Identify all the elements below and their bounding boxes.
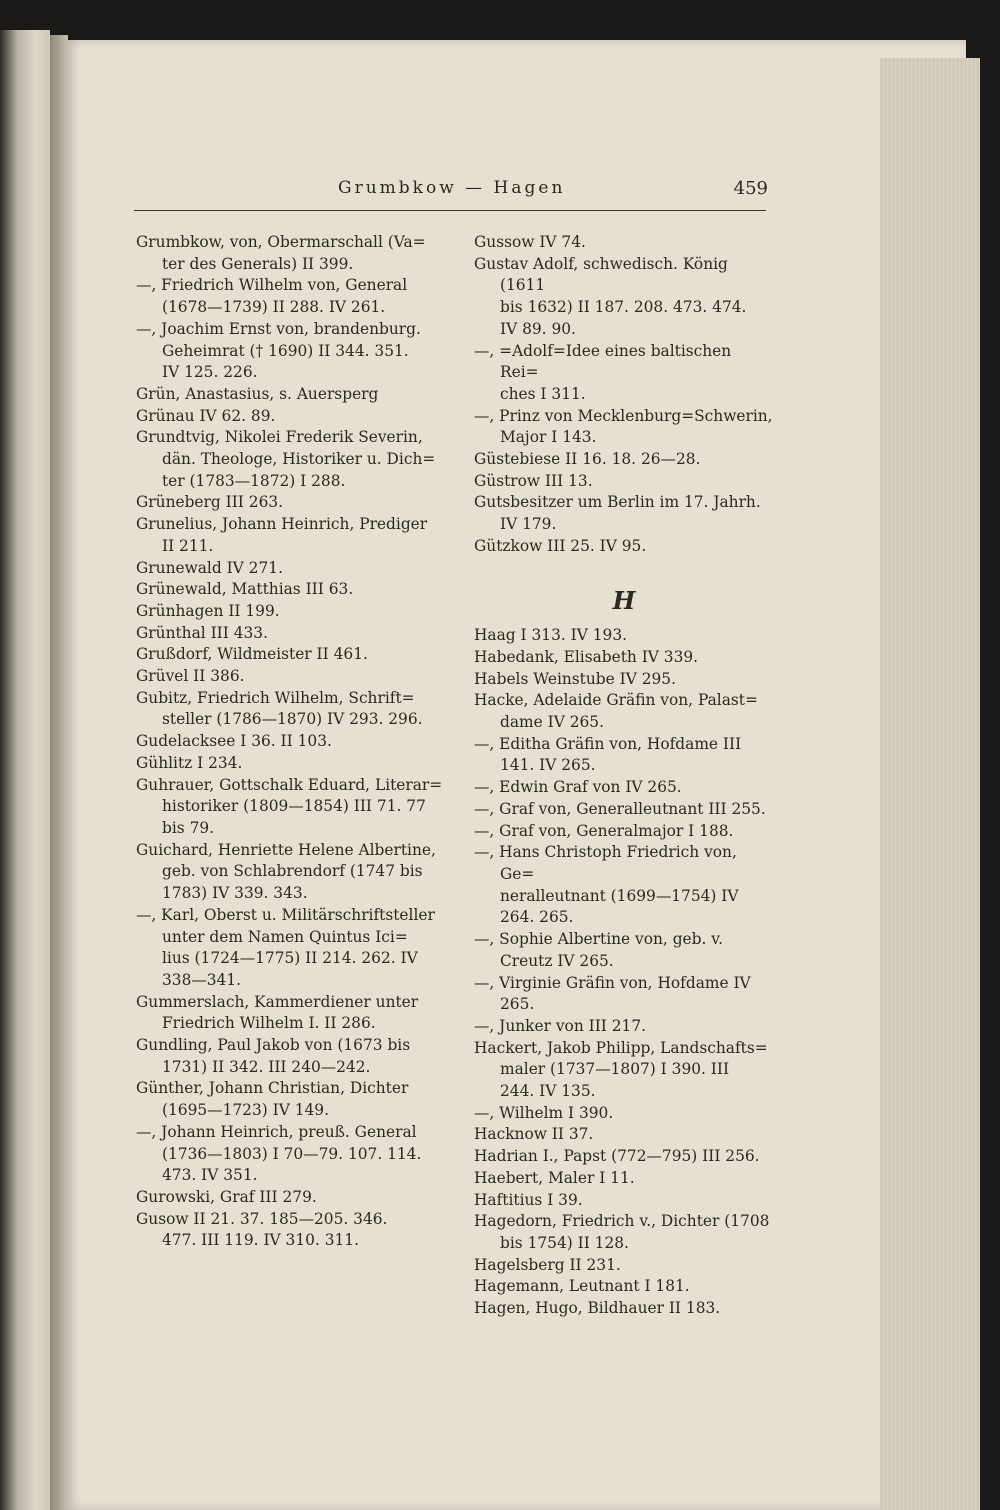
index-entry: Grünthal III 433. [136, 623, 268, 642]
index-entry: Grünhagen II 199. [136, 601, 280, 620]
index-entry: —, Junker von III 217. [474, 1016, 647, 1035]
index-entry: Günther, Johann Christian, Dichter (1695—1723) IV 149. [136, 1079, 409, 1120]
index-column-left [136, 232, 458, 1252]
index-entry: Güstrow III 13. [474, 471, 593, 490]
index-entry: Grundtvig, Nikolei Frederik Severin, dän. Theologe, Historiker u. Dich= ter (1783—1872) I 288. [136, 428, 436, 490]
index-entry: Haag I 313. IV 193. [474, 626, 628, 645]
index-entry: Gudelacksee I 36. II 103. [136, 732, 332, 751]
index-entry: —, Wilhelm I 390. [474, 1103, 614, 1122]
index-entry: —, Hans Christoph Friedrich von, Ge= neralleutnant (1699—1754) IV 264. 265. [474, 843, 739, 927]
index-entry: Grüvel II 386. [136, 667, 245, 686]
index-entry: Grumbkow, von, Obermarschall (Va= ter des Generals) II 399. [136, 233, 426, 273]
index-entry: —, Sophie Albertine von, geb. v. Creutz IV 265. [474, 930, 724, 970]
section-letter-heading: H [612, 585, 636, 615]
index-entry: Güstebiese II 16. 18. 26—28. [474, 450, 701, 469]
index-entry: Grünau IV 62. 89. [136, 406, 276, 425]
index-entry: —, =Adolf=Idee eines baltischen Rei= ches I 311. [474, 341, 732, 403]
index-entry: Hagemann, Leutnant I 181. [474, 1277, 690, 1296]
index-entry: Gundling, Paul Jakob von (1673 bis 1731) II 342. III 240—242. [136, 1036, 411, 1076]
index-entry: Gützkow III 25. IV 95. [474, 536, 647, 555]
index-entry: Hagedorn, Friedrich v., Dichter (1708 bis 1754) II 128. [474, 1212, 770, 1252]
index-entry: —, Virginie Gräfin von, Hofdame IV 265. [474, 973, 751, 1014]
page-number: 459 [733, 178, 768, 199]
index-entry: Grunelius, Johann Heinrich, Prediger II 211. [136, 515, 428, 555]
index-entry: Hagelsberg II 231. [474, 1255, 621, 1274]
index-entry: —, Graf von, Generalmajor I 188. [474, 821, 734, 840]
index-entry: —, Karl, Oberst u. Militärschriftsteller unter dem Namen Quintus Ici= lius (1724—1775) II 214. 262. IV 338—341. [136, 905, 435, 989]
index-entry: Guichard, Henriette Helene Albertine, geb. von Schlabrendorf (1747 bis 1783) IV 339. 343. [136, 840, 436, 903]
index-entry: Gussow IV 74. [474, 233, 586, 251]
index-entry: Grußdorf, Wildmeister II 461. [136, 645, 368, 664]
left-page-edge [0, 30, 50, 1510]
index-entry: Hadrian I., Papst (772—795) III 256. [474, 1147, 760, 1166]
index-entry: —, Prinz von Mecklenburg=Schwerin, Major I 143. [474, 406, 773, 447]
index-entry: Gummerslach, Kammerdiener unter Friedrich Wilhelm I. II 286. [136, 992, 419, 1033]
index-entry: Grüneberg III 263. [136, 493, 284, 512]
index-entry: Grün, Anastasius, s. Auersperg [136, 384, 379, 403]
index-entry: Gustav Adolf, schwedisch. König (1611 bis 1632) II 187. 208. 473. 474. IV 89. 90. [474, 254, 747, 338]
page-header [338, 178, 768, 208]
index-entry: Haebert, Maler I 11. [474, 1168, 635, 1187]
index-entry: Grünewald, Matthias III 63. [136, 580, 354, 599]
running-head: Grumbkow — Hagen [338, 178, 566, 198]
index-entry: —, Graf von, Generalleutnant III 255. [474, 799, 766, 818]
index-entry: —, Johann Heinrich, preuß. General (1736—1803) I 70—79. 107. 114. 473. IV 351. [136, 1122, 422, 1185]
index-entry: Hacknow II 37. [474, 1125, 594, 1144]
index-entry: Gurowski, Graf III 279. [136, 1187, 317, 1206]
header-rule [134, 210, 766, 211]
index-entry: —, Joachim Ernst von, brandenburg. Geheimrat († 1690) II 344. 351. IV 125. 226. [136, 319, 421, 382]
index-entry: Gusow II 21. 37. 185—205. 346. 477. III 119. IV 310. 311. [136, 1209, 388, 1250]
index-entry: Habedank, Elisabeth IV 339. [474, 647, 699, 666]
index-entry: —, Edwin Graf von IV 265. [474, 778, 682, 797]
index-entry: Habels Weinstube IV 295. [474, 669, 676, 688]
index-entry: Guhrauer, Gottschalk Eduard, Literar= historiker (1809—1854) III 71. 77 bis 79. [136, 775, 443, 837]
index-entry: Haftitius I 39. [474, 1190, 583, 1209]
index-entry: Hacke, Adelaide Gräfin von, Palast= dame IV 265. [474, 691, 758, 732]
index-entry: Hagen, Hugo, Bildhauer II 183. [474, 1299, 721, 1318]
index-entry: Gubitz, Friedrich Wilhelm, Schrift= steller (1786—1870) IV 293. 296. [136, 688, 423, 729]
index-entry: Gühlitz I 234. [136, 753, 243, 772]
index-entry: Grunewald IV 271. [136, 558, 283, 577]
index-entry: —, Editha Gräfin von, Hofdame III 141. IV 265. [474, 734, 742, 775]
index-entry: —, Friedrich Wilhelm von, General (1678—1739) II 288. IV 261. [136, 276, 408, 317]
index-column-right [474, 232, 774, 1320]
index-entry: Hackert, Jakob Philipp, Landschafts= maler (1737—1807) I 390. III 244. IV 135. [474, 1038, 768, 1101]
page-stack-edge [880, 58, 980, 1510]
index-entry: Gutsbesitzer um Berlin im 17. Jahrh. IV 179. [474, 493, 761, 534]
